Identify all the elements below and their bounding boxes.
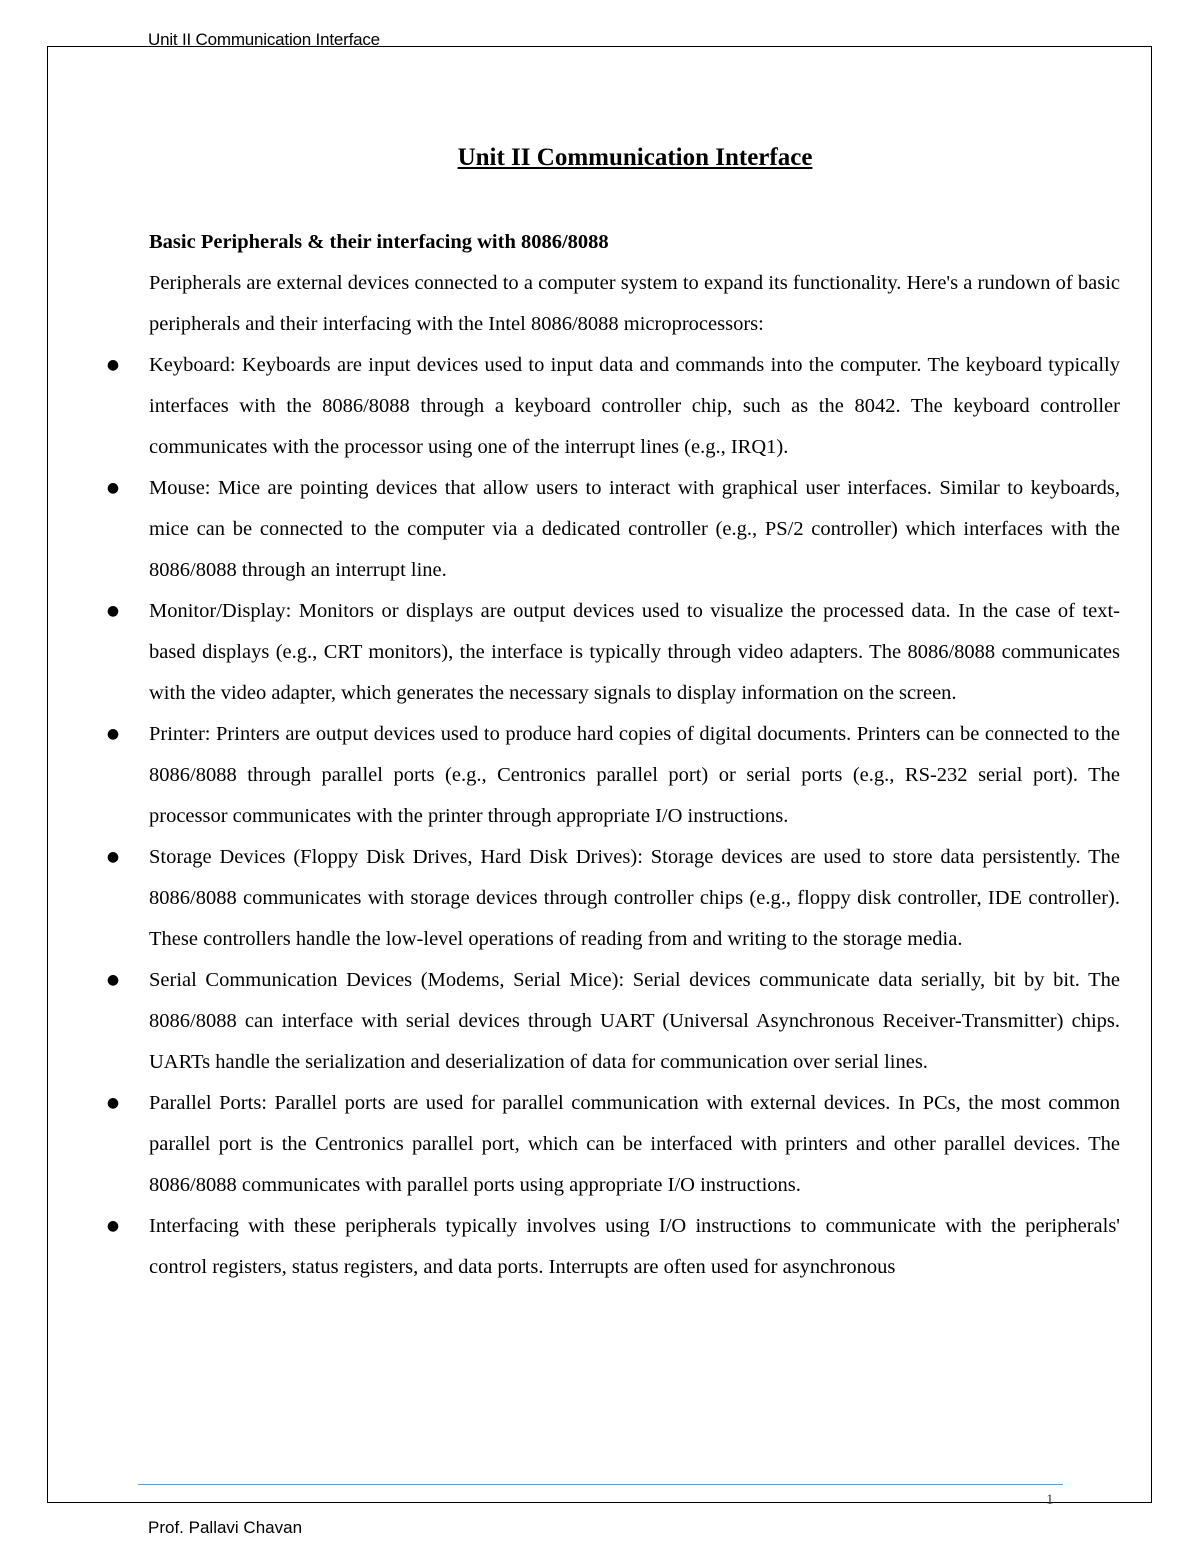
intro-paragraph: Peripherals are external devices connected to a computer system to expand its functionality. Here's a rundown of basic peripherals and their interfacing with the Intel 8086/8088 microprocessors:	[149, 272, 1120, 335]
list-item	[106, 1206, 1120, 1288]
list-item	[106, 714, 1120, 837]
bullet-icon: ●	[106, 357, 120, 373]
list-item-text: Parallel Ports: Parallel ports are used for parallel communication with external devices. In PCs, the most common parallel port is the Centronics parallel port, which can be interfaced with printers and other parallel devices. The 8086/8088 communicates with parallel ports using appropriate I/O instructions.	[149, 1092, 1120, 1196]
list-item	[106, 345, 1120, 468]
bullet-icon: ●	[106, 726, 120, 742]
list-item-text: Monitor/Display: Monitors or displays are output devices used to visualize the processed data. In the case of text-based displays (e.g., CRT monitors), the interface is typically through video adapters. The 8086/8088 communicates with the video adapter, which generates the necessary signals to display information on the screen.	[149, 600, 1120, 704]
list-item	[106, 960, 1120, 1083]
document-title: Unit II Communication Interface	[457, 144, 813, 171]
document-body	[106, 222, 1120, 1288]
list-item-text: Interfacing with these peripherals typically involves using I/O instructions to communicate with the peripherals' control registers, status registers, and data ports. Interrupts are often used for asynchronous	[149, 1215, 1120, 1278]
footer-rule	[138, 1484, 1063, 1485]
list-item-text: Printer: Printers are output devices used to produce hard copies of digital documents. Printers can be connected to the 8086/8088 through parallel ports (e.g., Centronics parallel port) or serial ports (e.g., RS-232 serial port). The processor communicates with the printer through appropriate I/O instructions.	[149, 723, 1120, 827]
bullet-icon: ●	[106, 480, 120, 496]
list-item-text: Serial Communication Devices (Modems, Serial Mice): Serial devices communicate data serially, bit by bit. The 8086/8088 can interface with serial devices through UART (Universal Asynchronous Receiver-Transmitter) chips. UARTs handle the serialization and deserialization of data for communication over serial lines.	[149, 969, 1120, 1073]
list-item	[106, 1083, 1120, 1206]
bullet-icon: ●	[106, 603, 120, 619]
peripheral-list	[106, 345, 1120, 1288]
bullet-icon: ●	[106, 849, 120, 865]
list-item	[106, 468, 1120, 591]
list-item	[106, 837, 1120, 960]
bullet-icon: ●	[106, 972, 120, 988]
bullet-icon: ●	[106, 1095, 120, 1111]
running-footer-author: Prof. Pallavi Chavan	[148, 1518, 303, 1537]
list-item	[106, 591, 1120, 714]
running-header: Unit II Communication Interface	[148, 30, 380, 49]
bullet-icon: ●	[106, 1218, 120, 1234]
list-item-text: Mouse: Mice are pointing devices that allow users to interact with graphical user interfaces. Similar to keyboards, mice can be connected to the computer via a dedicated controller (e.g., PS/2 controller) which interfaces with the 8086/8088 through an interrupt line.	[149, 477, 1120, 581]
page-number: 1	[1046, 1492, 1054, 1508]
list-item-text: Storage Devices (Floppy Disk Drives, Hard Disk Drives): Storage devices are used to store data persistently. The 8086/8088 communicates with storage devices through controller chips (e.g., floppy disk controller, IDE controller). These controllers handle the low-level operations of reading from and writing to the storage media.	[149, 846, 1120, 950]
section-heading: Basic Peripherals & their interfacing with 8086/8088	[149, 231, 609, 253]
list-item-text: Keyboard: Keyboards are input devices used to input data and commands into the computer. The keyboard typically interfaces with the 8086/8088 through a keyboard controller chip, such as the 8042. The keyboard controller communicates with the processor using one of the interrupt lines (e.g., IRQ1).	[149, 354, 1120, 458]
